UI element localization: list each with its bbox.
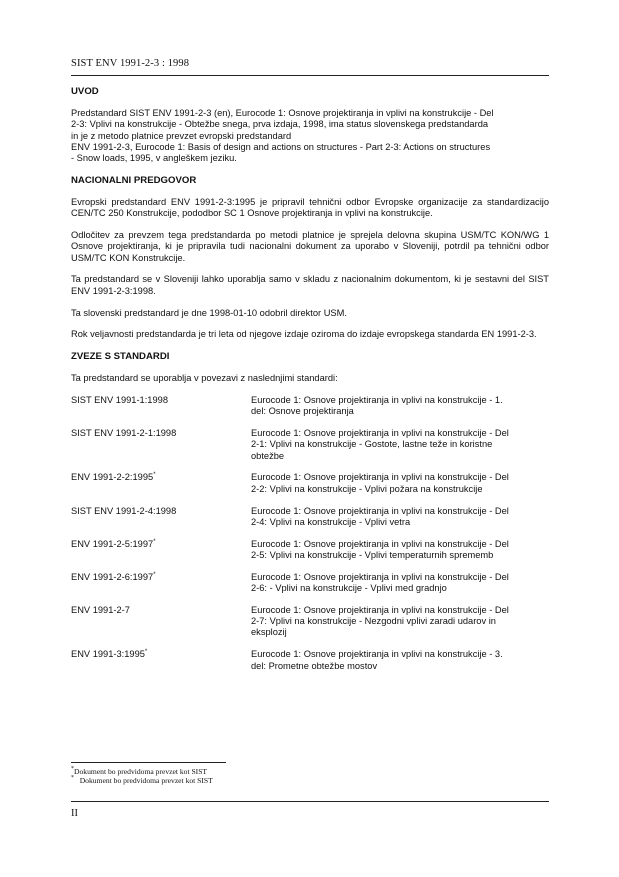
footnote-mark: * xyxy=(71,775,74,781)
predgovor-paragraph: Odločitev za prevzem tega predstandarda po metodi platnice je sprejela delovna skupina USM/TC KON/WG 1 Osnove projektiranja, ki je pripravila tudi nacionalni dokument za uporabo v Sloveniji, potrdil pa tehnični odbor USM/TC KON Konstrukcije. xyxy=(71,230,549,263)
standard-row xyxy=(71,506,549,529)
standard-description xyxy=(251,428,549,462)
standard-description-line: Eurocode 1: Osnove projektiranja in vplivi na konstrukcije - 3. xyxy=(251,649,503,660)
standard-footnote-mark: * xyxy=(144,649,148,656)
standard-description-line: obtežbe xyxy=(251,450,285,461)
standard-description-line: Eurocode 1: Osnove projektiranja in vplivi na konstrukcije - Del xyxy=(251,505,509,516)
standard-code-text: SIST ENV 1991-2-4:1998 xyxy=(71,505,177,516)
standard-row xyxy=(71,539,549,562)
standard-footnote-mark: * xyxy=(153,472,156,479)
standard-code-text: ENV 1991-2-7 xyxy=(71,604,130,615)
predgovor-heading: NACIONALNI PREDGOVOR xyxy=(71,174,197,186)
standard-description-line: Eurocode 1: Osnove projektiranja in vplivi na konstrukcije - Del xyxy=(251,538,509,549)
standard-code-text: ENV 1991-3:1995 xyxy=(71,649,145,660)
standard-description-line: Eurocode 1: Osnove projektiranja in vplivi na konstrukcije - 1. xyxy=(251,394,503,405)
standard-description-line: 2-1: Vplivi na konstrukcije - Gostote, lastne teže in koristne xyxy=(251,439,493,450)
uvod-line: ENV 1991-2-3, Eurocode 1: Basis of design and actions on structures - Part 2-3: Actions on structures xyxy=(71,141,491,152)
standard-description-line: 2-6: - Vplivi na konstrukcije - Vplivi med gradnjo xyxy=(251,583,447,594)
standard-description-line: del: Osnove projektiranja xyxy=(251,406,354,417)
standard-code-text: SIST ENV 1991-1:1998 xyxy=(71,394,168,405)
uvod-line: in je z metodo platnice prevzet evropski predstandard xyxy=(71,130,292,141)
header-rule xyxy=(71,75,549,76)
running-header: SIST ENV 1991-2-3 : 1998 xyxy=(71,58,190,69)
section-zveze xyxy=(71,351,549,672)
standard-code xyxy=(71,539,251,562)
footnote-text: Dokument bo predvidoma prevzet kot SIST xyxy=(74,767,208,776)
uvod-line: 2-3: Vplivi na konstrukcije - Obtežbe snega, prva izdaja, 1998, ima status slovenskega predstandarda xyxy=(71,119,489,130)
standard-row xyxy=(71,428,549,462)
standard-code xyxy=(71,649,251,672)
standard-description xyxy=(251,539,549,562)
zveze-heading: ZVEZE S STANDARDI xyxy=(71,351,170,363)
predgovor-paragraph: Evropski predstandard ENV 1991-2-3:1995 je pripravil tehnični odbor Evropske organizacije za standardizacijo CEN/TC 250 Konstrukcije, pododbor SC 1 Osnove projektiranja in vplivi na konstrukcije. xyxy=(71,196,549,219)
standard-description xyxy=(251,572,549,595)
uvod-heading: UVOD xyxy=(71,86,99,97)
standard-description-line: 2-4: Vplivi na konstrukcije - Vplivi vetra xyxy=(251,516,411,527)
standard-code xyxy=(71,395,251,418)
uvod-line: Predstandard SIST ENV 1991-2-3 (en), Eurocode 1: Osnove projektiranja in vplivi na konstrukcije - Del xyxy=(71,108,494,118)
standard-code xyxy=(71,605,251,639)
standard-description-line: 2-7: Vplivi na konstrukcije - Nezgodni vplivi zaradi udarov in xyxy=(251,616,496,627)
standard-code-text: ENV 1991-2-6:1997 xyxy=(71,571,154,582)
standard-row xyxy=(71,605,549,639)
footnote-line xyxy=(71,776,213,785)
zveze-intro: Ta predstandard se uporablja v povezavi z naslednjimi standardi: xyxy=(71,373,338,384)
standard-code xyxy=(71,506,251,529)
standard-row xyxy=(71,572,549,595)
footnote-mark: * xyxy=(71,766,74,772)
footnote-line xyxy=(71,767,213,776)
standard-description-line: 2-5: Vplivi na konstrukcije - Vplivi temperaturnih sprememb xyxy=(251,549,494,560)
standard-row xyxy=(71,395,549,418)
standard-description-line: 2-2: Vplivi na konstrukcije - Vplivi požara na konstrukcije xyxy=(251,483,483,494)
standard-code xyxy=(71,428,251,462)
standard-description-line: Eurocode 1: Osnove projektiranja in vplivi na konstrukcije - Del xyxy=(251,571,509,582)
standard-code xyxy=(71,572,251,595)
standard-description-line: Eurocode 1: Osnove projektiranja in vplivi na konstrukcije - Del xyxy=(251,604,509,615)
standard-row xyxy=(71,472,549,495)
footnote-rule xyxy=(71,762,226,763)
footer-rule xyxy=(71,801,549,802)
standard-description xyxy=(251,395,549,418)
standards-list xyxy=(71,395,549,672)
predgovor-paragraph: Ta slovenski predstandard je dne 1998-01-10 odobril direktor USM. xyxy=(71,307,347,318)
page-number: II xyxy=(71,808,78,819)
standard-code-text: SIST ENV 1991-2-1:1998 xyxy=(71,428,177,439)
standard-description xyxy=(251,605,549,639)
footnote-text: Dokument bo predvidoma prevzet kot SIST xyxy=(79,776,213,785)
standard-code xyxy=(71,472,251,495)
standard-description xyxy=(251,472,549,495)
standard-description-line: Eurocode 1: Osnove projektiranja in vplivi na konstrukcije - Del xyxy=(251,428,509,439)
standard-code-text: ENV 1991-2-5:1997 xyxy=(71,538,154,549)
standard-description-line: eksplozij xyxy=(251,627,287,638)
standard-footnote-mark: * xyxy=(153,571,156,578)
footnote xyxy=(71,767,213,785)
standard-description xyxy=(251,649,549,672)
standard-description xyxy=(251,506,549,529)
main-content xyxy=(71,86,549,682)
section-predgovor xyxy=(71,175,549,341)
standard-description-line: Eurocode 1: Osnove projektiranja in vplivi na konstrukcije - Del xyxy=(251,472,509,483)
standard-row xyxy=(71,649,549,672)
standard-footnote-mark: * xyxy=(153,538,156,545)
predgovor-paragraph: Ta predstandard se v Sloveniji lahko uporablja samo v skladu z nacionalnim dokumentom, ki je sestavni del SIST ENV 1991-2-3:1998. xyxy=(71,274,549,296)
standard-description-line: del: Prometne obtežbe mostov xyxy=(251,660,378,671)
uvod-line: - Snow loads, 1995, v angleškem jeziku. xyxy=(71,153,237,164)
standard-code-text: ENV 1991-2-2:1995 xyxy=(71,472,154,483)
predgovor-paragraph: Rok veljavnosti predstandarda je tri leta od njegove izdaje oziroma do izdaje evropskega standarda EN 1991-2-3. xyxy=(71,329,537,340)
section-uvod xyxy=(71,86,549,164)
uvod-paragraph xyxy=(71,108,549,164)
